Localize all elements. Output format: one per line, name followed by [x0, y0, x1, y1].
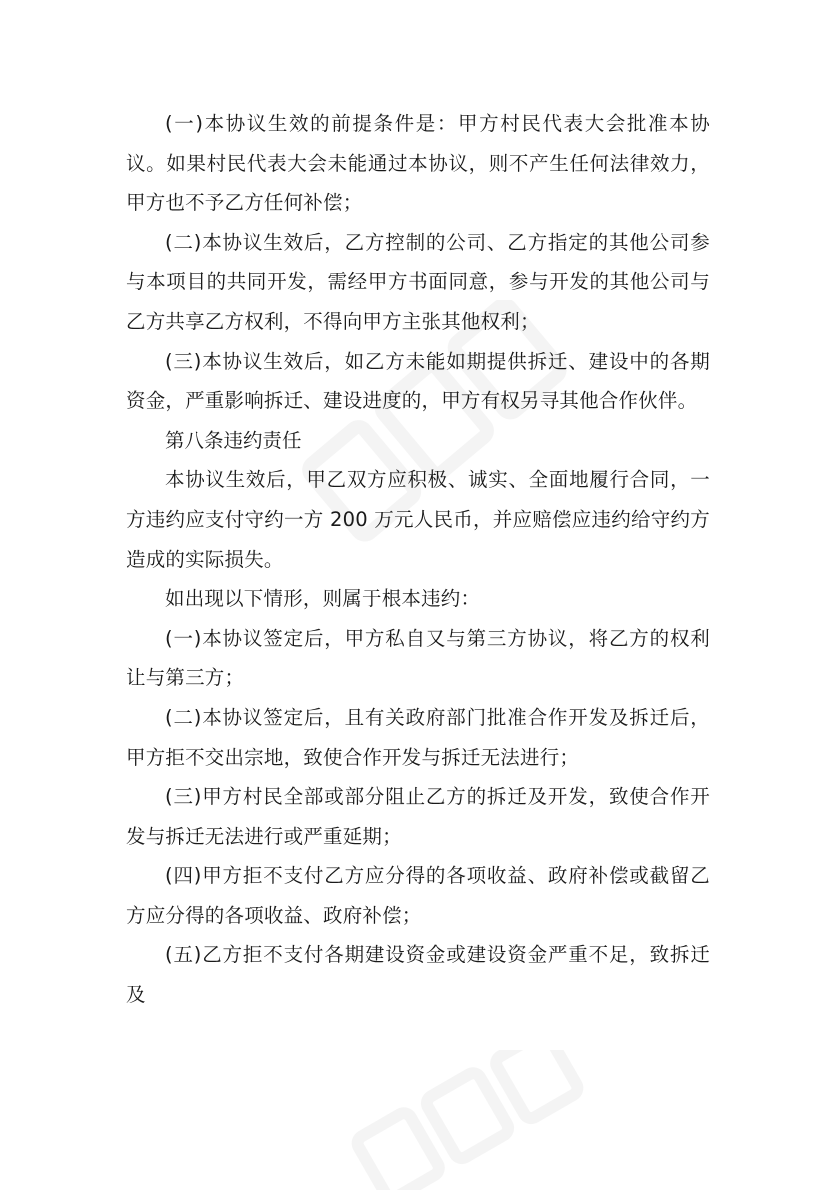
clause-paragraph: (三)本协议生效后，如乙方未能如期提供拆迁、建设中的各期资金，严重影响拆迁、建设进度的，甲方有权另寻其他合作伙伴。	[126, 349, 710, 413]
watermark-logo-bottom	[320, 1050, 620, 1190]
clause-paragraph: (一)本协议生效的前提条件是：甲方村民代表大会批准本协议。如果村民代表大会未能通过本协议，则不产生任何法律效力，甲方也不予乙方任何补偿；	[126, 112, 710, 215]
document-body	[126, 104, 710, 1015]
clause-paragraph: (一)本协议签定后，甲方私自又与第三方协议，将乙方的权利让与第三方；	[126, 626, 710, 690]
clause-paragraph: 如出现以下情形，则属于根本违约：	[165, 587, 481, 611]
clause-paragraph: (二)本协议签定后，且有关政府部门批准合作开发及拆迁后，甲方拒不交出宗地，致使合作开发与拆迁无法进行；	[126, 705, 710, 769]
clause-paragraph: (五)乙方拒不支付各期建设资金或建设资金严重不足，致拆迁及	[126, 943, 710, 1007]
clause-paragraph: (四)甲方拒不支付乙方应分得的各项收益、政府补偿或截留乙方应分得的各项收益、政府补偿；	[126, 864, 710, 927]
clause-paragraph: (二)本协议生效后，乙方控制的公司、乙方指定的其他公司参与本项目的共同开发，需经甲方书面同意，参与开发的其他公司与乙方共享乙方权利，不得向甲方主张其他权利；	[126, 230, 710, 333]
clause-paragraph: (三)甲方村民全部或部分阻止乙方的拆迁及开发，致使合作开发与拆迁无法进行或严重延期；	[126, 785, 710, 848]
section-heading: 第八条违约责任	[165, 428, 302, 452]
clause-paragraph: 本协议生效后，甲乙双方应积极、诚实、全面地履行合同，一方违约应支付守约一方 200 万元人民币，并应赔偿应违约给守约方造成的实际损失。	[126, 468, 710, 571]
